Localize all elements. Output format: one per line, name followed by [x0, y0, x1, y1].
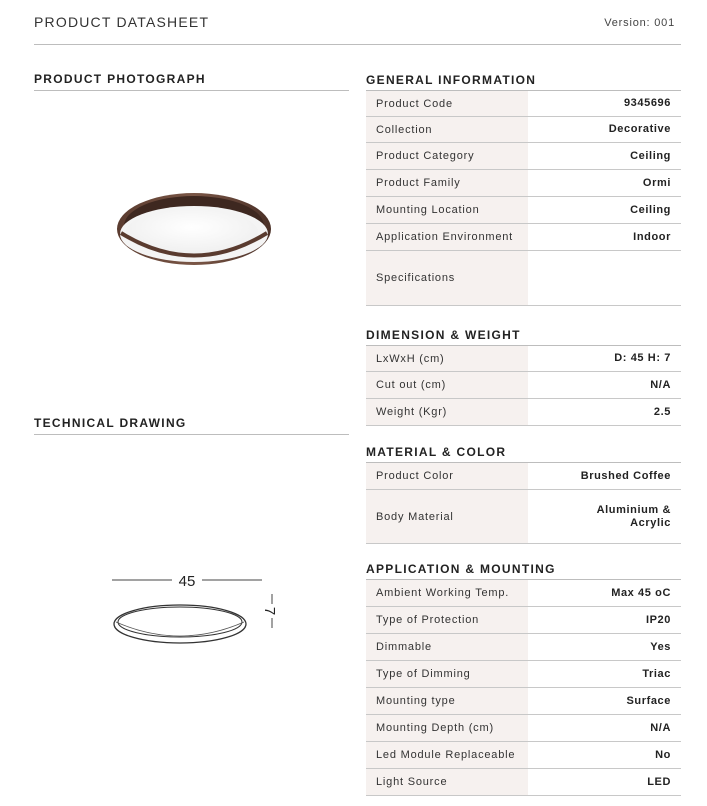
row-value: N/A — [650, 721, 671, 734]
photo-section-rule — [34, 90, 349, 91]
technical-drawing-svg — [34, 436, 349, 796]
row-value: Brushed Coffee — [580, 469, 671, 482]
table-row — [366, 251, 681, 306]
table-row — [366, 117, 681, 143]
row-label: Weight (Kgr) — [366, 399, 528, 425]
row-label: Product Family — [366, 170, 528, 196]
datasheet-header — [34, 0, 681, 45]
version-label: Version: 001 — [604, 17, 675, 29]
row-value — [528, 251, 681, 305]
lamp-outline-inner — [118, 607, 242, 637]
row-value: N/A — [650, 378, 671, 391]
row-label: Mounting type — [366, 688, 528, 714]
table-row — [366, 463, 681, 490]
row-label: Dimmable — [366, 634, 528, 660]
row-value: 2.5 — [653, 405, 671, 418]
table-row — [366, 170, 681, 197]
row-value: No — [655, 748, 671, 761]
drawing-section-rule — [34, 434, 349, 435]
row-label: Body Material — [366, 490, 528, 543]
table-row — [366, 661, 681, 688]
table-row — [366, 634, 681, 661]
photo-section-title: PRODUCT PHOTOGRAPH — [34, 72, 206, 86]
application-section-title: APPLICATION & MOUNTING — [366, 562, 556, 576]
row-value: Surface — [626, 694, 671, 707]
application-table — [366, 580, 681, 796]
dimension-section-title: DIMENSION & WEIGHT — [366, 328, 521, 342]
row-value: Indoor — [633, 230, 671, 243]
page-title: PRODUCT DATASHEET — [34, 14, 210, 30]
table-row — [366, 91, 681, 117]
row-label: Led Module Replaceable — [366, 742, 528, 768]
row-label: Product Category — [366, 143, 528, 169]
material-table — [366, 463, 681, 544]
row-label: Mounting Location — [366, 197, 528, 223]
row-label: Specifications — [366, 251, 528, 305]
general-section-title: GENERAL INFORMATION — [366, 73, 537, 87]
row-value: Ceiling — [630, 203, 671, 216]
row-label: LxWxH (cm) — [366, 346, 528, 371]
drawing-section-title: TECHNICAL DRAWING — [34, 416, 187, 430]
row-label: Collection — [366, 117, 528, 142]
row-label: Product Code — [366, 91, 528, 116]
general-info-table — [366, 91, 681, 306]
height-label: 7 — [261, 606, 278, 616]
table-row — [366, 346, 681, 372]
table-row — [366, 399, 681, 426]
ceiling-lamp-photo — [34, 92, 349, 382]
row-label: Application Environment — [366, 224, 528, 250]
table-row — [366, 580, 681, 607]
table-row — [366, 769, 681, 796]
row-label: Mounting Depth (cm) — [366, 715, 528, 741]
row-label: Product Color — [366, 463, 528, 489]
table-row — [366, 197, 681, 224]
row-label: Cut out (cm) — [366, 372, 528, 398]
dimension-table — [366, 346, 681, 426]
table-row — [366, 224, 681, 251]
product-photograph — [34, 92, 349, 382]
row-value: LED — [647, 775, 671, 788]
row-label: Type of Protection — [366, 607, 528, 633]
table-row — [366, 742, 681, 769]
table-row — [366, 372, 681, 399]
row-value: Yes — [650, 640, 671, 653]
row-value: Ormi — [642, 176, 671, 189]
lamp-outline-base — [116, 622, 244, 636]
table-row — [366, 607, 681, 634]
row-value: Decorative — [608, 123, 671, 135]
row-value: D: 45 H: 7 — [614, 352, 671, 364]
table-row — [366, 490, 681, 544]
row-value: Ceiling — [630, 149, 671, 162]
row-value: 9345696 — [623, 97, 671, 109]
table-row — [366, 715, 681, 742]
row-value: Triac — [642, 667, 671, 680]
material-section-title: MATERIAL & COLOR — [366, 445, 507, 459]
technical-drawing — [34, 436, 349, 796]
row-label: Light Source — [366, 769, 528, 795]
diameter-label: 45 — [178, 573, 196, 590]
row-value: Max 45 oC — [611, 586, 671, 599]
row-label: Ambient Working Temp. — [366, 580, 528, 606]
table-row — [366, 143, 681, 170]
table-row — [366, 688, 681, 715]
row-value: Aluminium & Acrylic — [596, 503, 671, 529]
row-value: IP20 — [645, 613, 671, 626]
row-label: Type of Dimming — [366, 661, 528, 687]
